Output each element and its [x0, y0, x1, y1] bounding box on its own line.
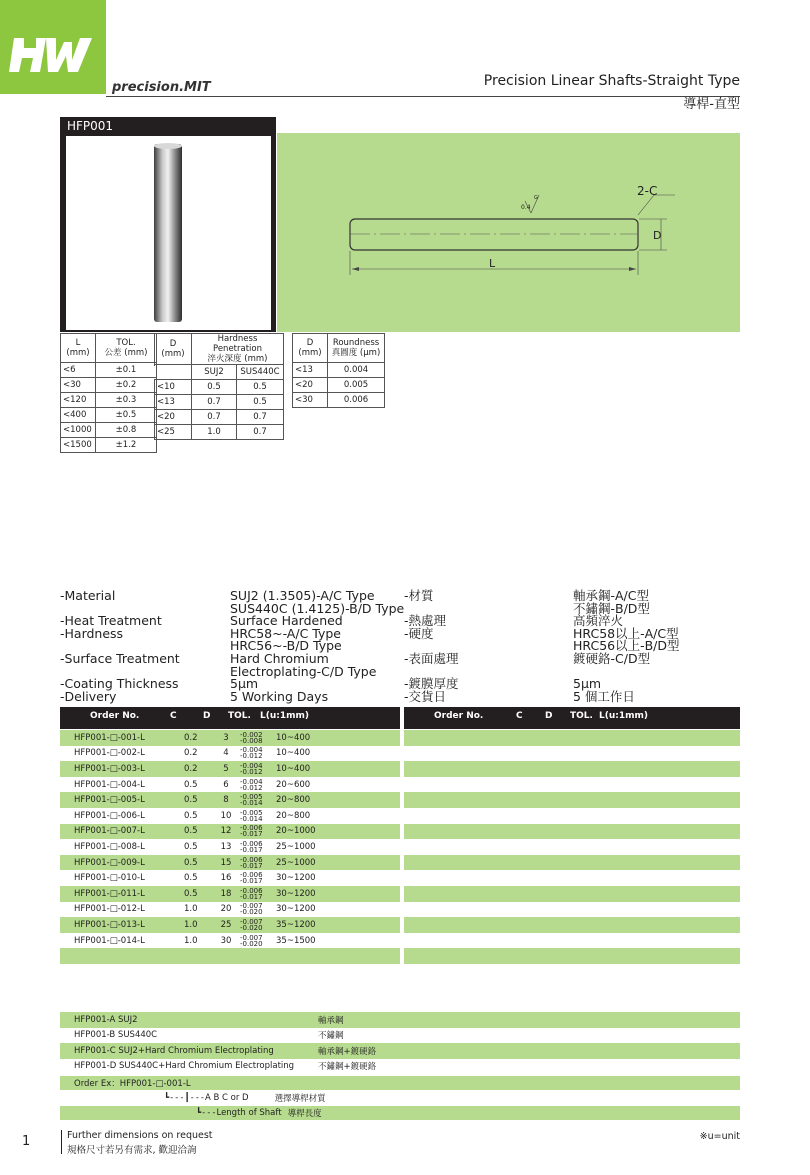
material-line: -表面處理 — [404, 650, 459, 666]
material-line: HRC56以上-B/D型 — [573, 638, 680, 654]
table-row: HFP001-□-013-L 1.0 25 -0.007-0.020 35~1200 — [60, 917, 400, 933]
order-table-rows — [60, 730, 400, 980]
roughness-symbol: G — [534, 195, 538, 201]
material-line: HRC58以上-A/C型 — [573, 625, 679, 641]
table-row — [404, 917, 740, 933]
table-row: HFP001-□-001-L 0.2 3 -0.002-0.008 10~400 — [60, 730, 400, 746]
table-row: HFP001-□-002-L 0.2 4 -0.004-0.012 10~400 — [74, 746, 311, 761]
table-row — [404, 839, 740, 855]
material-line: 5 個工作日 — [573, 688, 635, 704]
table-row — [60, 948, 400, 964]
table-row: HFP001-□-005-L 0.5 8 -0.005-0.014 20~800 — [60, 792, 400, 808]
material-line: 5μm — [230, 676, 259, 692]
table-row: HFP001-□-012-L 1.0 20 -0.007-0.020 30~1200 — [74, 902, 316, 917]
material-line: -Coating Thickness — [60, 676, 179, 692]
material-line: -材質 — [404, 588, 434, 603]
header-divider — [106, 96, 740, 97]
chamfer-label: 2-C — [637, 184, 658, 198]
table-row — [404, 730, 740, 746]
unit-note: ※u=unit — [699, 1131, 740, 1142]
table-row — [404, 948, 740, 964]
brand-name: precision.MIT — [112, 80, 211, 95]
footer-note-zh: 規格尺寸若另有需求, 歡迎洽詢 — [67, 1145, 197, 1156]
table-row: HFP001-□-011-L 0.5 18 -0.006-0.017 30~1200 — [60, 886, 400, 902]
material-line: -交貨日 — [404, 688, 447, 704]
roughness-label: 0.4 — [521, 204, 531, 211]
order-example-length: ┗--- Length of Shaft 導桿長度 — [60, 1106, 740, 1120]
page-title: Precision Linear Shafts-Straight Type — [483, 73, 740, 89]
hardness-table: D (mm) Hardness Penetration 淬火深度 (mm) SUJ2 SUS440C <10 0.5 0.5 <13 0.7 0.5 <20 0.7 0.7 <25 1.0 0.7 — [154, 333, 284, 440]
tolerance-table: L (mm) TOL. 公差 (mm) <6 ±0.1 <30 ±0.2 <120 ±0.3 <400 ±0.5 <1000 ±0.8 <1500 ±1.2 — [60, 333, 157, 453]
material-line: Hard Chromium — [230, 650, 329, 666]
table-row — [404, 808, 740, 824]
order-example-abcd: ┗---┃--- A B C or D 選擇導桿材質 — [164, 1093, 326, 1104]
material-line: 不鏽鋼-B/D型 — [573, 600, 650, 616]
material-line: 鍍硬鉻-C/D型 — [573, 650, 651, 666]
material-line: -硬度 — [404, 625, 434, 641]
table-row: HFP001-□-008-L 0.5 13 -0.006-0.017 25~1000 — [74, 839, 316, 854]
table-row — [60, 964, 400, 980]
table-row — [404, 886, 740, 902]
table-row — [404, 933, 740, 949]
page-title-zh: 導桿-直型 — [683, 97, 740, 112]
material-line: Surface Hardened — [230, 613, 343, 629]
col-l: L (mm) — [61, 334, 96, 363]
material-line: -Material — [60, 588, 116, 603]
material-line: -Delivery — [60, 688, 117, 704]
material-values-zh — [573, 590, 743, 703]
list-item: HFP001-C SUJ2+Hard Chromium Electroplating 軸承鋼+鍍硬鉻 — [60, 1043, 740, 1059]
table-row — [404, 964, 740, 980]
table-row — [404, 902, 740, 918]
table-row: HFP001-□-006-L 0.5 10 -0.005-0.014 20~800 — [74, 808, 311, 823]
table-row — [404, 746, 740, 762]
material-values-en — [230, 590, 410, 703]
material-line: -Hardness — [60, 625, 124, 641]
table-row — [404, 792, 740, 808]
order-example: Order Ex：HFP001-□-001-L — [60, 1076, 740, 1090]
roundness-table: D (mm) Roundness 真圓度 (μm) <13 0.004 <20 0.005 <30 0.006 — [292, 333, 385, 408]
length-label: L — [489, 257, 496, 270]
material-line: 高頻淬火 — [573, 613, 624, 629]
table-row — [404, 824, 740, 840]
table-row: HFP001-□-007-L 0.5 12 -0.006-0.017 20~1000 — [60, 824, 400, 840]
footer-note: Further dimensions on request — [67, 1130, 213, 1141]
material-line: -鍍膜厚度 — [404, 676, 459, 692]
page-number: 1 — [22, 1134, 31, 1149]
material-line: 5μm — [573, 676, 602, 692]
material-line: Electroplating-C/D Type — [230, 663, 377, 679]
table-row — [404, 870, 740, 886]
diameter-label: D — [653, 229, 662, 242]
list-item: HFP001-B SUS440C 不鏽鋼 — [74, 1030, 344, 1042]
material-line: 5 Working Days — [230, 688, 329, 704]
list-item: HFP001-D SUS440C+Hard Chromium Electroplating 不鏽鋼+鍍硬鉻 — [74, 1061, 377, 1073]
table-row: HFP001-□-003-L 0.2 5 -0.004-0.012 10~400 — [60, 761, 400, 777]
material-line: -Surface Treatment — [60, 650, 180, 666]
table-row: HFP001-□-009-L 0.5 15 -0.006-0.017 25~1000 — [60, 855, 400, 871]
company-logo — [0, 0, 106, 94]
material-line: 軸承鋼-A/C型 — [573, 588, 650, 603]
order-table-header: Order No. C D TOL. L(u:1mm) — [60, 707, 400, 729]
material-types-list — [60, 1012, 740, 1074]
list-item: HFP001-A SUJ2 軸承鋼 — [60, 1012, 740, 1028]
table-row — [404, 777, 740, 793]
order-table-right-empty — [404, 730, 740, 980]
material-labels-zh — [404, 590, 554, 703]
material-line: SUS440C (1.4125)-B/D Type — [230, 600, 405, 616]
hw-logo-icon — [0, 0, 106, 94]
technical-drawing — [277, 133, 740, 332]
shaft-image — [66, 136, 271, 330]
material-line: -Heat Treatment — [60, 613, 162, 629]
product-photo — [66, 136, 271, 330]
material-line: HRC58~-A/C Type — [230, 625, 341, 641]
table-row — [404, 761, 740, 777]
material-line: -熱處理 — [404, 613, 447, 629]
order-table-header-right: Order No. C D TOL. L(u:1mm) — [404, 707, 740, 729]
table-row — [404, 855, 740, 871]
material-line: SUJ2 (1.3505)-A/C Type — [230, 588, 375, 603]
table-row: HFP001-□-014-L 1.0 30 -0.007-0.020 35~1500 — [74, 933, 316, 948]
material-line: HRC56~-B/D Type — [230, 638, 342, 654]
svg-text:HW: HW — [52, 90, 54, 91]
footer-divider — [61, 1130, 62, 1154]
table-row: HFP001-□-010-L 0.5 16 -0.006-0.017 30~1200 — [74, 871, 316, 886]
material-labels-en — [60, 590, 230, 703]
col-tol: TOL. 公差 (mm) — [96, 334, 157, 363]
table-row: HFP001-□-004-L 0.5 6 -0.004-0.012 20~600 — [74, 777, 311, 792]
product-code: HFP001 — [67, 119, 114, 133]
